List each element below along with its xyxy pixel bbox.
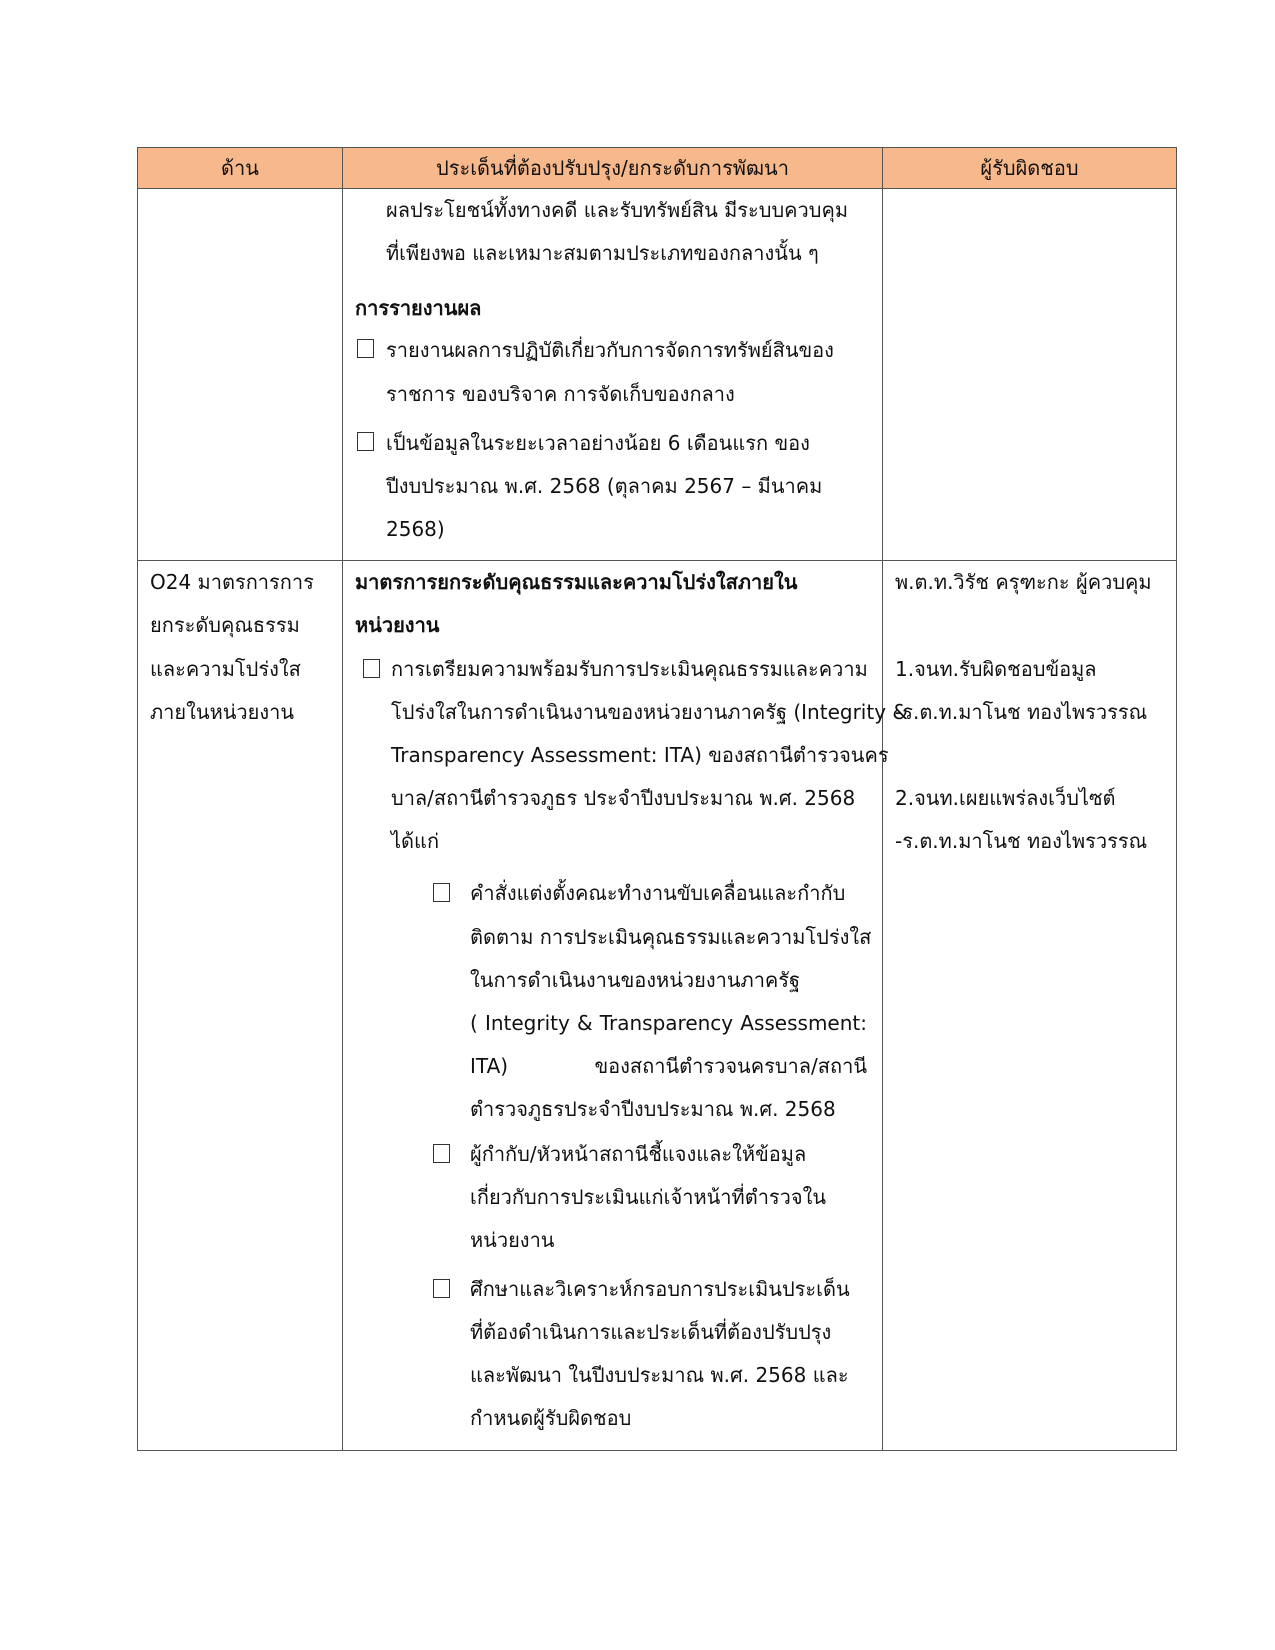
report-item-line: เป็นข้อมูลในระยะเวลาอย่างน้อย 6 เดือนแรก ของ xyxy=(386,431,810,455)
checkbox-icon xyxy=(433,883,450,902)
report-item-line: รายงานผลการปฏิบัติเกี่ยวกับการจัดการทรัพย์สินของ xyxy=(386,338,834,362)
sub-item-line: คำสั่งแต่งตั้งคณะทำงานขับเคลื่อนและกำกับ xyxy=(470,881,846,905)
responsible-title: 2.จนท.เผยแพร่ลงเว็บไซต์ xyxy=(895,786,1116,810)
header-issue: ประเด็นที่ต้องปรับปรุง/ยกระดับการพัฒนา xyxy=(343,148,883,188)
sub-item-line: ติดตาม การประเมินคุณธรรมและความโปร่งใส xyxy=(470,925,872,949)
responsible-name: -ร.ต.ท.มาโนช ทองไพรวรรณ xyxy=(895,829,1148,853)
header-responsible: ผู้รับผิดชอบ xyxy=(980,156,1079,180)
checkbox-icon xyxy=(357,432,374,451)
measure-heading: หน่วยงาน xyxy=(355,613,440,637)
main-item-line: Transparency Assessment: ITA) ของสถานีตำรวจนคร xyxy=(391,743,889,767)
table-row xyxy=(138,189,1176,561)
issue-cell xyxy=(343,189,883,560)
responsible-cell xyxy=(883,189,1176,560)
main-item-line: บาล/สถานีตำรวจภูธร ประจำปีงบประมาณ พ.ศ. 2568 xyxy=(391,786,856,810)
sub-item-line: ITA) ของสถานีตำรวจนครบาล/สถานี xyxy=(470,1054,867,1078)
sub-item-line: และพัฒนา ในปีงบประมาณ พ.ศ. 2568 และ xyxy=(470,1363,849,1387)
sub-item-line: ที่ต้องดำเนินการและประเด็นที่ต้องปรับปรุง xyxy=(470,1320,832,1344)
report-item-line: ราชการ ของบริจาค การจัดเก็บของกลาง xyxy=(386,382,735,406)
main-item-line: โปร่งใสในการดำเนินงานของหน่วยงานภาครัฐ (Integrity & xyxy=(391,700,908,724)
table-header xyxy=(138,148,1176,189)
table-row xyxy=(138,561,1176,1450)
sub-item-line: ( Integrity & Transparency Assessment: xyxy=(470,1011,867,1035)
responsible-title: 1.จนท.รับผิดชอบข้อมูล xyxy=(895,657,1097,681)
sub-item-line: เกี่ยวกับการประเมินแก่เจ้าหน้าที่ตำรวจใน xyxy=(470,1185,827,1209)
sub-item-line: ในการดำเนินงานของหน่วยงานภาครัฐ xyxy=(470,968,801,992)
aspect-cell xyxy=(138,189,343,560)
controller-name: พ.ต.ท.วิรัช ครุฑะกะ ผู้ควบคุม xyxy=(895,570,1152,594)
header-aspect: ด้าน xyxy=(138,148,343,188)
issue-line: ที่เพียงพอ และเหมาะสมตามประเภทของกลางนั้น ๆ xyxy=(386,241,819,265)
aspect-cell xyxy=(138,561,343,1450)
aspect-line: และความโปร่งใส xyxy=(150,657,301,681)
responsible-cell xyxy=(883,561,1176,1450)
checkbox-icon xyxy=(433,1144,450,1163)
sub-item-line: ผู้กำกับ/หัวหน้าสถานีชี้แจงและให้ข้อมูล xyxy=(470,1142,807,1166)
sub-item-line: ศึกษาและวิเคราะห์กรอบการประเมินประเด็น xyxy=(470,1277,850,1301)
main-item-line: การเตรียมความพร้อมรับการประเมินคุณธรรมและความ xyxy=(391,657,868,681)
issue-cell xyxy=(343,561,908,1450)
aspect-line: ยกระดับคุณธรรม xyxy=(150,613,300,637)
aspect-line: ภายในหน่วยงาน xyxy=(150,700,295,724)
report-heading: การรายงานผล xyxy=(355,296,482,320)
report-item-line: 2568) xyxy=(386,517,445,541)
checkbox-icon xyxy=(357,339,374,358)
report-item-line: ปีงบประมาณ พ.ศ. 2568 (ตุลาคม 2567 – มีนาคม xyxy=(386,474,823,498)
issue-line: ผลประโยชน์ทั้งทางคดี และรับทรัพย์สิน มีระบบควบคุม xyxy=(386,198,849,222)
measure-heading: มาตรการยกระดับคุณธรรมและความโปร่งใสภายใน xyxy=(355,570,798,594)
sub-item-line: ตำรวจภูธรประจำปีงบประมาณ พ.ศ. 2568 xyxy=(470,1097,836,1121)
main-item-line: ได้แก่ xyxy=(391,829,440,853)
checkbox-icon xyxy=(433,1279,450,1298)
sub-item-line: กำหนดผู้รับผิดชอบ xyxy=(470,1406,632,1430)
checkbox-icon xyxy=(363,659,380,678)
aspect-line: O24 มาตรการการ xyxy=(150,570,314,594)
responsible-name: -ร.ต.ท.มาโนช ทองไพรวรรณ xyxy=(895,700,1148,724)
sub-item-line: หน่วยงาน xyxy=(470,1228,555,1252)
improvement-table xyxy=(137,147,1177,1451)
